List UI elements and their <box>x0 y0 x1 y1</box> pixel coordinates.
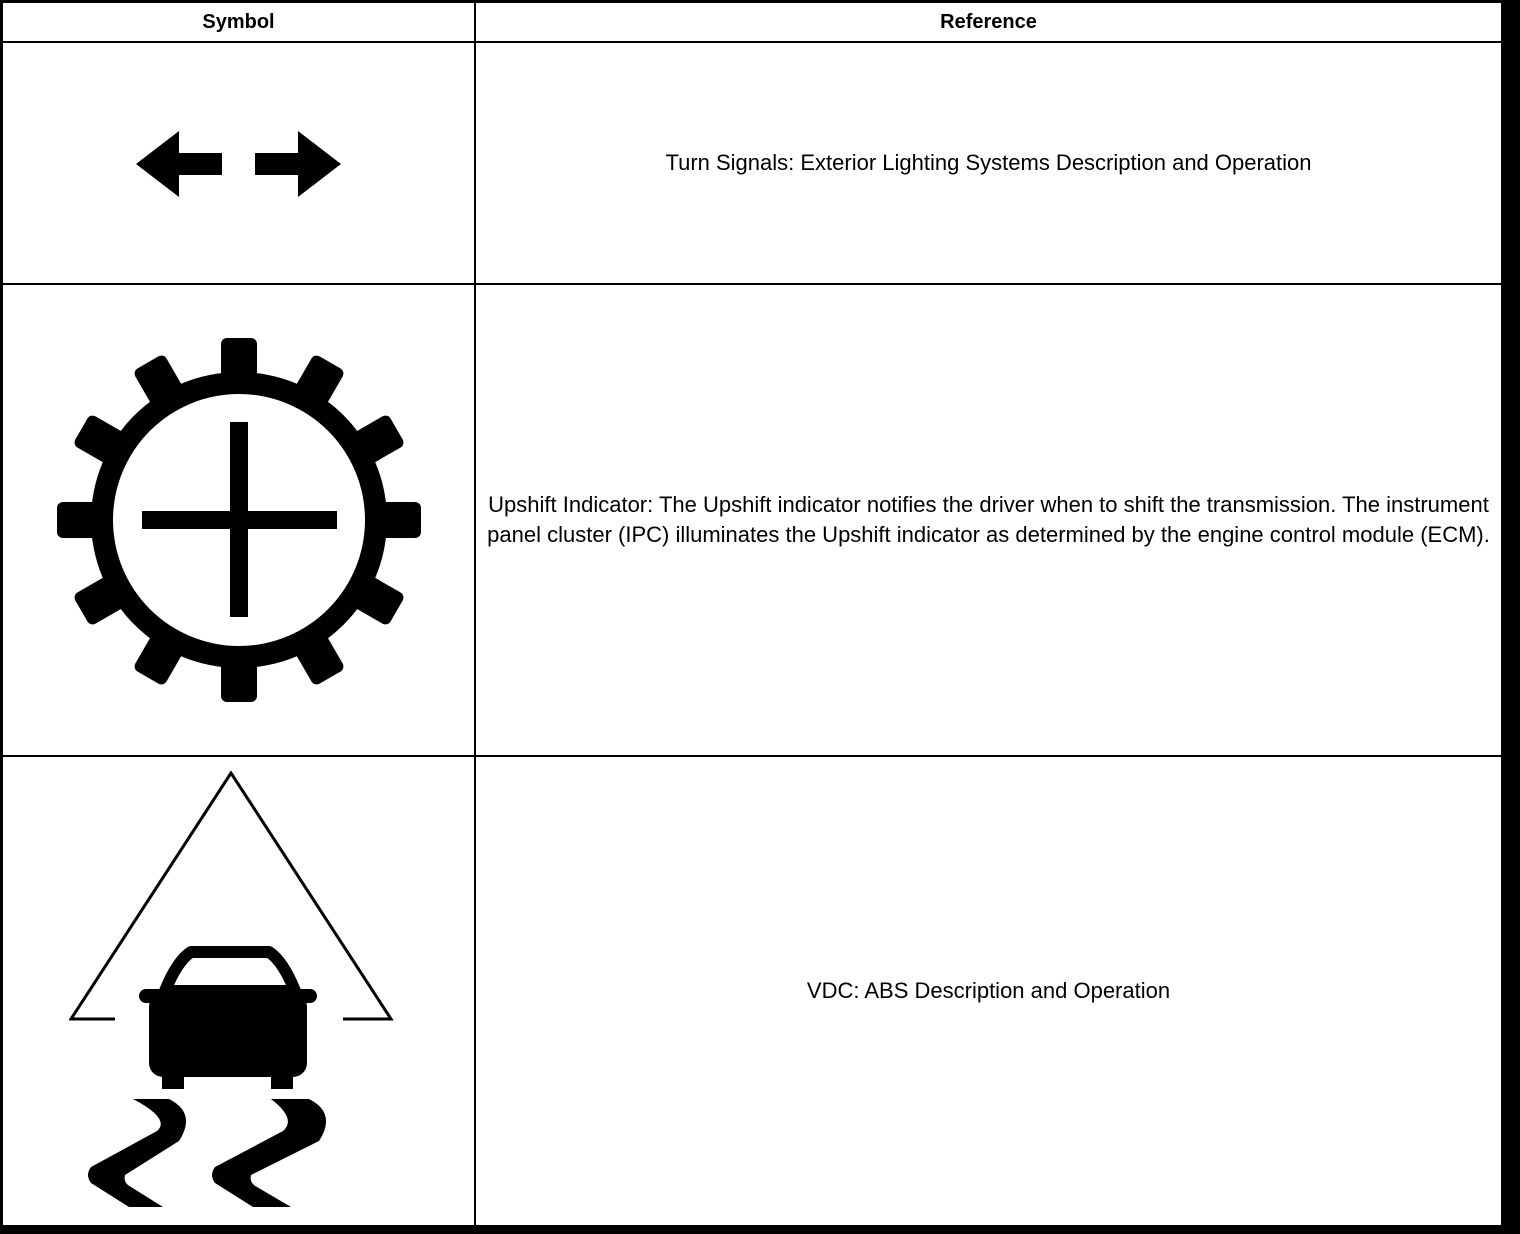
reference-cell: Upshift Indicator: The Upshift indicator notifies the driver when to shift the transmission. The instrument panel cluster (IPC) illuminates the Upshift indicator as determined by the engine control module (ECM). <box>475 284 1502 756</box>
symbol-cell <box>2 42 475 284</box>
turn-signal-arrows-icon <box>134 128 344 198</box>
symbol-cell <box>2 756 475 1226</box>
table-header-row <box>2 2 1502 42</box>
symbol-reference-table <box>1 1 1503 1227</box>
reference-column-header: Reference <box>475 2 1502 42</box>
table-row <box>2 42 1502 284</box>
table-row <box>2 756 1502 1226</box>
reference-cell: VDC: ABS Description and Operation <box>475 756 1502 1226</box>
symbol-cell <box>2 284 475 756</box>
reference-cell: Turn Signals: Exterior Lighting Systems Description and Operation <box>475 42 1502 284</box>
upshift-gear-plus-icon <box>54 335 424 705</box>
vdc-skidding-car-icon <box>69 771 409 1211</box>
symbol-column-header: Symbol <box>2 2 475 42</box>
table-row <box>2 284 1502 756</box>
